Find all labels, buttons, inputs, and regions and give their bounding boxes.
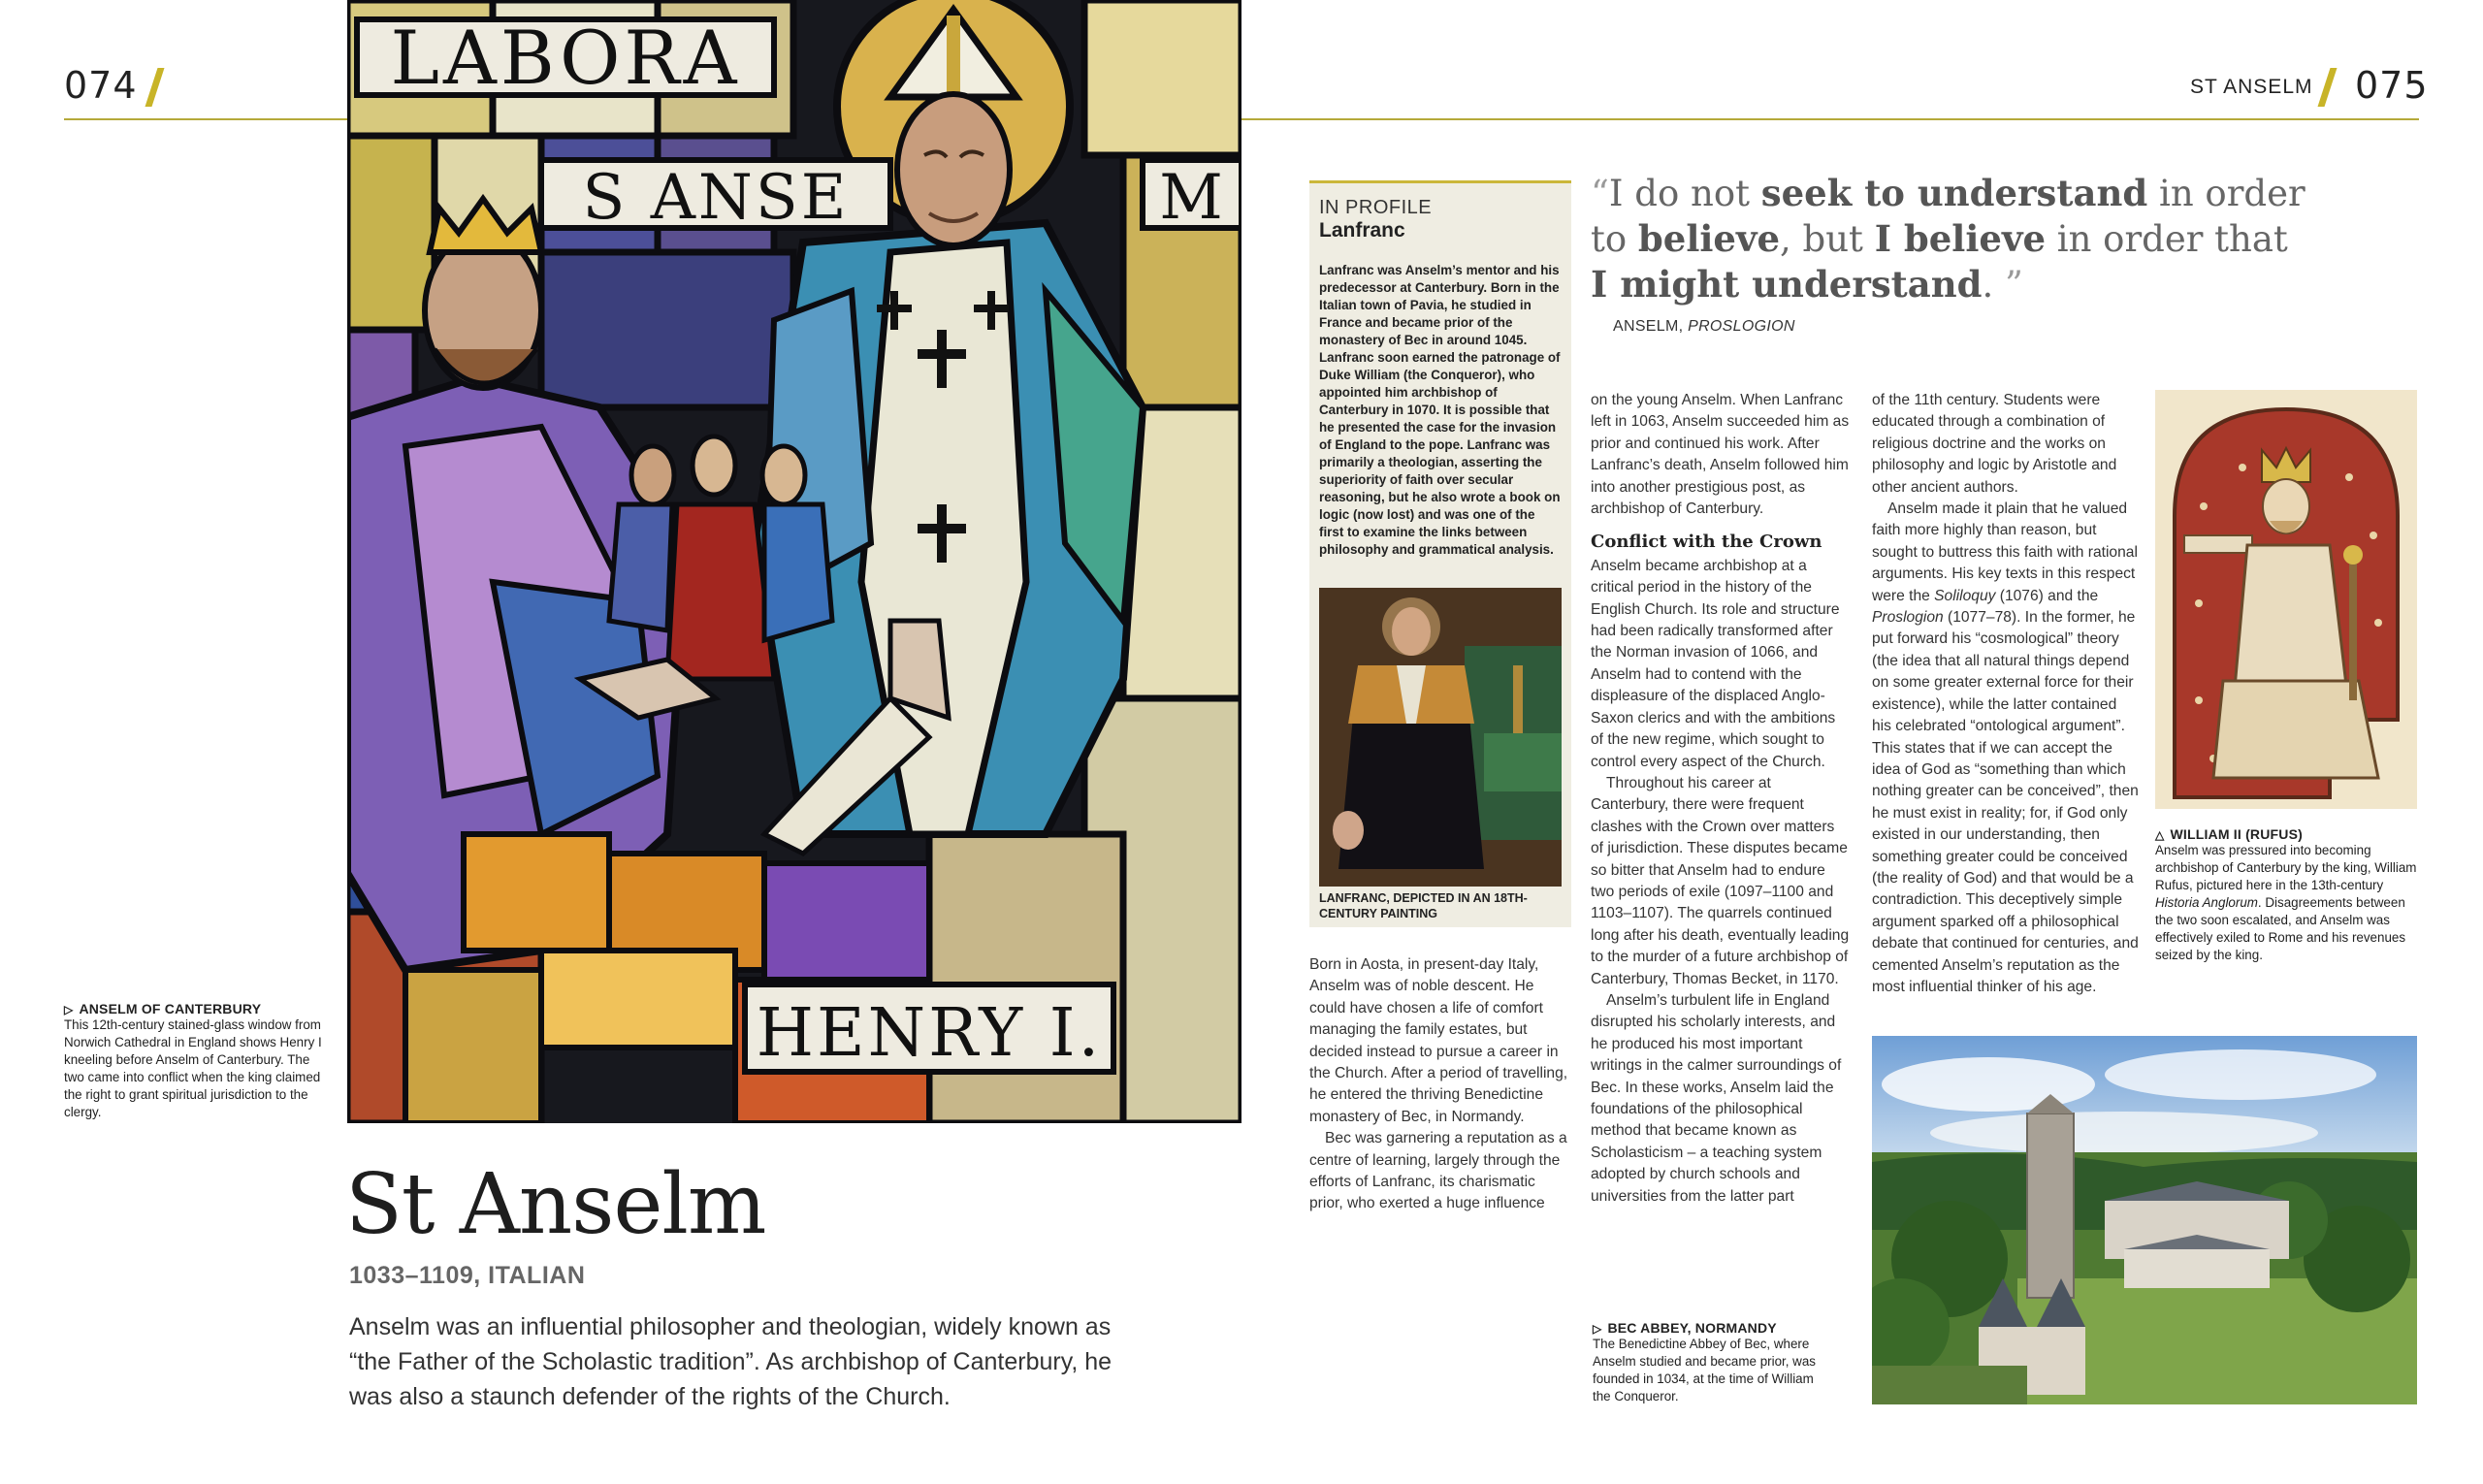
william-caption [2155, 826, 2417, 964]
window-text-anselm: S ANSE [582, 162, 850, 234]
col3-text: Anselm made it plain that he valued faith more highly than reason, but sought to buttress this faith with rational arguments. His key texts in this respect were the [1872, 500, 2138, 604]
article-intro: Anselm was an influential philosopher and theologian, widely known as “the Father of the Scholastic tradition”. As archbishop of Canterbury, he was also a staunch defender of the rights of the Church. [349, 1313, 1113, 1410]
bec-caption-title: BEC ABBEY, NORMANDY [1607, 1320, 1777, 1336]
col2-paragraph-3: Throughout his career at Canterbury, there were frequent clashes with the Crown over matters of jurisdiction. These disputes became so bitter that Anselm had to endure two periods of exile (1097–1100 and 1103–1107). The quarrels continued long after his death, eventually leading to the murder of a future archbishop of Canterbury, Thomas Becket, in 1170. [1591, 774, 1850, 987]
profile-kicker: IN PROFILE [1319, 197, 1433, 218]
main-caption-text: This 12th-century stained-glass window from Norwich Cathedral in England shows Henry I kneeling before Anselm of Canterbury. The two came into conflict when the king claimed the right to grant spiritual jurisdiction to the clergy. [64, 1017, 322, 1119]
quote-part: I do not [1608, 173, 1761, 214]
col1-paragraph-1: Born in Aosta, in present-day Italy, Anselm was of noble descent. He could have chosen a life of comfort managing the family estates, but decided instead to pursue a career in the Church. After a period of travelling, he entered the thriving Benedictine monastery of Bec, in Normandy. [1309, 956, 1568, 1125]
lanfranc-painting [1319, 588, 1562, 887]
quote-bold: I believe [1874, 217, 2046, 260]
article-dates: 1033–1109, ITALIAN [349, 1262, 586, 1289]
left-page-number: 074 [64, 64, 138, 107]
bec-caption [1593, 1320, 1835, 1405]
bec-abbey-photo [1872, 1036, 2417, 1404]
quote-bold: believe [1637, 217, 1781, 260]
profile-text: Lanfranc was Anselm’s mentor and his predecessor at Canterbury. Born in the Italian town of Pavia, he studied in France and became prior of the monastery of Bec in around 1045. Lanfranc soon earned the patronage of Duke William (the Conqueror), who appointed him archbishop of Canterbury in 1070. It is possible that he presented the case for the invasion of England to the pope. Lanfranc was primarily a theologian, asserting the superiority of faith over secular reasoning, but he also wrote a book on logic (now lost) and was one of the first to examine the links between philosophy and grammatical analysis. [1319, 263, 1561, 557]
left-header-rule [64, 118, 347, 120]
col1-paragraph-2: Bec was garnering a reputation as a centre of learning, largely through the efforts of Lanfranc, its charismatic prior, who exerted a huge influence [1309, 1130, 1567, 1212]
quote-bold: I might understand [1591, 263, 1983, 306]
profile-box [1309, 180, 1571, 927]
main-caption-title: ANSELM OF CANTERBURY [79, 1001, 262, 1016]
quote-attribution-work: PROSLOGION [1688, 318, 1795, 335]
col2-paragraph-4: Anselm’s turbulent life in England disrupted his scholarly interests, and he produced his most important writings in the calmer surroundings of Bec. In these works, Anselm laid the foundations of the philosophical method that became known as Scholasticism – a teaching system adopted by church schools and universities from the latter part [1591, 991, 1842, 1205]
window-text-labora: LABORA [390, 15, 741, 101]
william-rufus-manuscript [2155, 390, 2417, 809]
col2-paragraph-1: on the young Anselm. When Lanfranc left in 1063, Anselm succeeded him as prior and continued his work. After Lanfranc’s death, Anselm followed him into another prestigious post, as archbishop of Canterbury. [1591, 392, 1850, 518]
col3-italic: Soliloquy [1934, 587, 1996, 604]
article-title: St Anselm [345, 1156, 766, 1253]
profile-image-caption: LANFRANC, DEPICTED IN AN 18TH-CENTURY PAINTING [1319, 891, 1528, 920]
col3-text: (1076) and the [1995, 587, 2099, 604]
quote-part: , but [1780, 218, 1875, 260]
quote-attribution [1613, 318, 1795, 336]
window-text-henry: HENRY I. [756, 995, 1103, 1072]
william-caption-text: . Disagreements between the two soon escalated, and Anselm was effectively exiled to Rome and his revenues seized by the king. [2155, 895, 2406, 962]
quote-bold: seek to understand [1760, 172, 2148, 214]
william-caption-italic: Historia Anglorum [2155, 895, 2258, 910]
col3-text: (1077–78). In the former, he put forward his “cosmological” theory (the idea that all natural things depend on some greater external force for their existence), while the latter contained his celebrated “ontological argument”. This states that if we can accept the idea of God as “something than which nothing greater can be conceived”, then he must exist in reality; for, if God only existed in our understanding, then something greater could be conceived (the reality of God) and that would be a contradiction. This deceptively simple argument sparked off a philosophical debate that continued for centuries, and cemented Anselm’s reputation as the most influential thinker of his age. [1872, 609, 2139, 995]
body-column-1 [1309, 954, 1571, 1215]
triangle-right-icon: ▷ [1593, 1322, 1602, 1336]
main-image-caption [64, 1001, 326, 1121]
right-slash-mark [2318, 68, 2338, 107]
running-head: ST ANSELM [2190, 76, 2313, 98]
body-column-3 [1872, 390, 2140, 998]
pull-quote [1591, 171, 2308, 307]
col3-paragraph-1: of the 11th century. Students were educated through a combination of religious doctrine and the works on philosophy and logic by Aristotle and other ancient authors. [1872, 392, 2117, 496]
right-page-number: 075 [2355, 64, 2429, 107]
profile-name: Lanfranc [1319, 219, 1405, 242]
quote-open-mark: “ [1591, 173, 1609, 214]
section-heading: Conflict with the Crown [1591, 532, 1822, 553]
stained-glass-image [347, 0, 1242, 1123]
quote-part: . [1982, 264, 1994, 306]
bec-caption-text: The Benedictine Abbey of Bec, where Anselm studied and became prior, was founded in 1034, at the time of William the Conqueror. [1593, 1337, 1816, 1403]
william-caption-title: WILLIAM II (RUFUS) [2170, 826, 2304, 842]
quote-part: in order that [2045, 218, 2288, 260]
window-text-m: M [1159, 162, 1223, 234]
col2-paragraph-2: Anselm became archbishop at a critical period in the history of the English Church. Its role and structure had been radically transformed after the Norman invasion of 1066, and Anselm had to contend with the displeasure of the displaced Anglo-Saxon clerics and with the ambitions of the new regime, which sought to control every aspect of the Church. [1591, 557, 1840, 770]
right-header-rule [1242, 118, 2419, 120]
quote-attribution-author: ANSELM, [1613, 318, 1689, 335]
col3-italic: Proslogion [1872, 609, 1944, 627]
william-caption-text: Anselm was pressured into becoming archbishop of Canterbury by the king, William Rufus, pictured here in the 13th-century [2155, 843, 2417, 892]
quote-part: in order to [1591, 173, 2306, 260]
col3-paragraph-2 [1872, 499, 2140, 998]
triangle-right-icon: ▷ [64, 1003, 74, 1016]
quote-close-mark: ” [2005, 264, 2023, 306]
triangle-up-icon: △ [2155, 828, 2165, 842]
left-slash-mark [145, 68, 165, 107]
body-column-2 [1591, 390, 1851, 1208]
